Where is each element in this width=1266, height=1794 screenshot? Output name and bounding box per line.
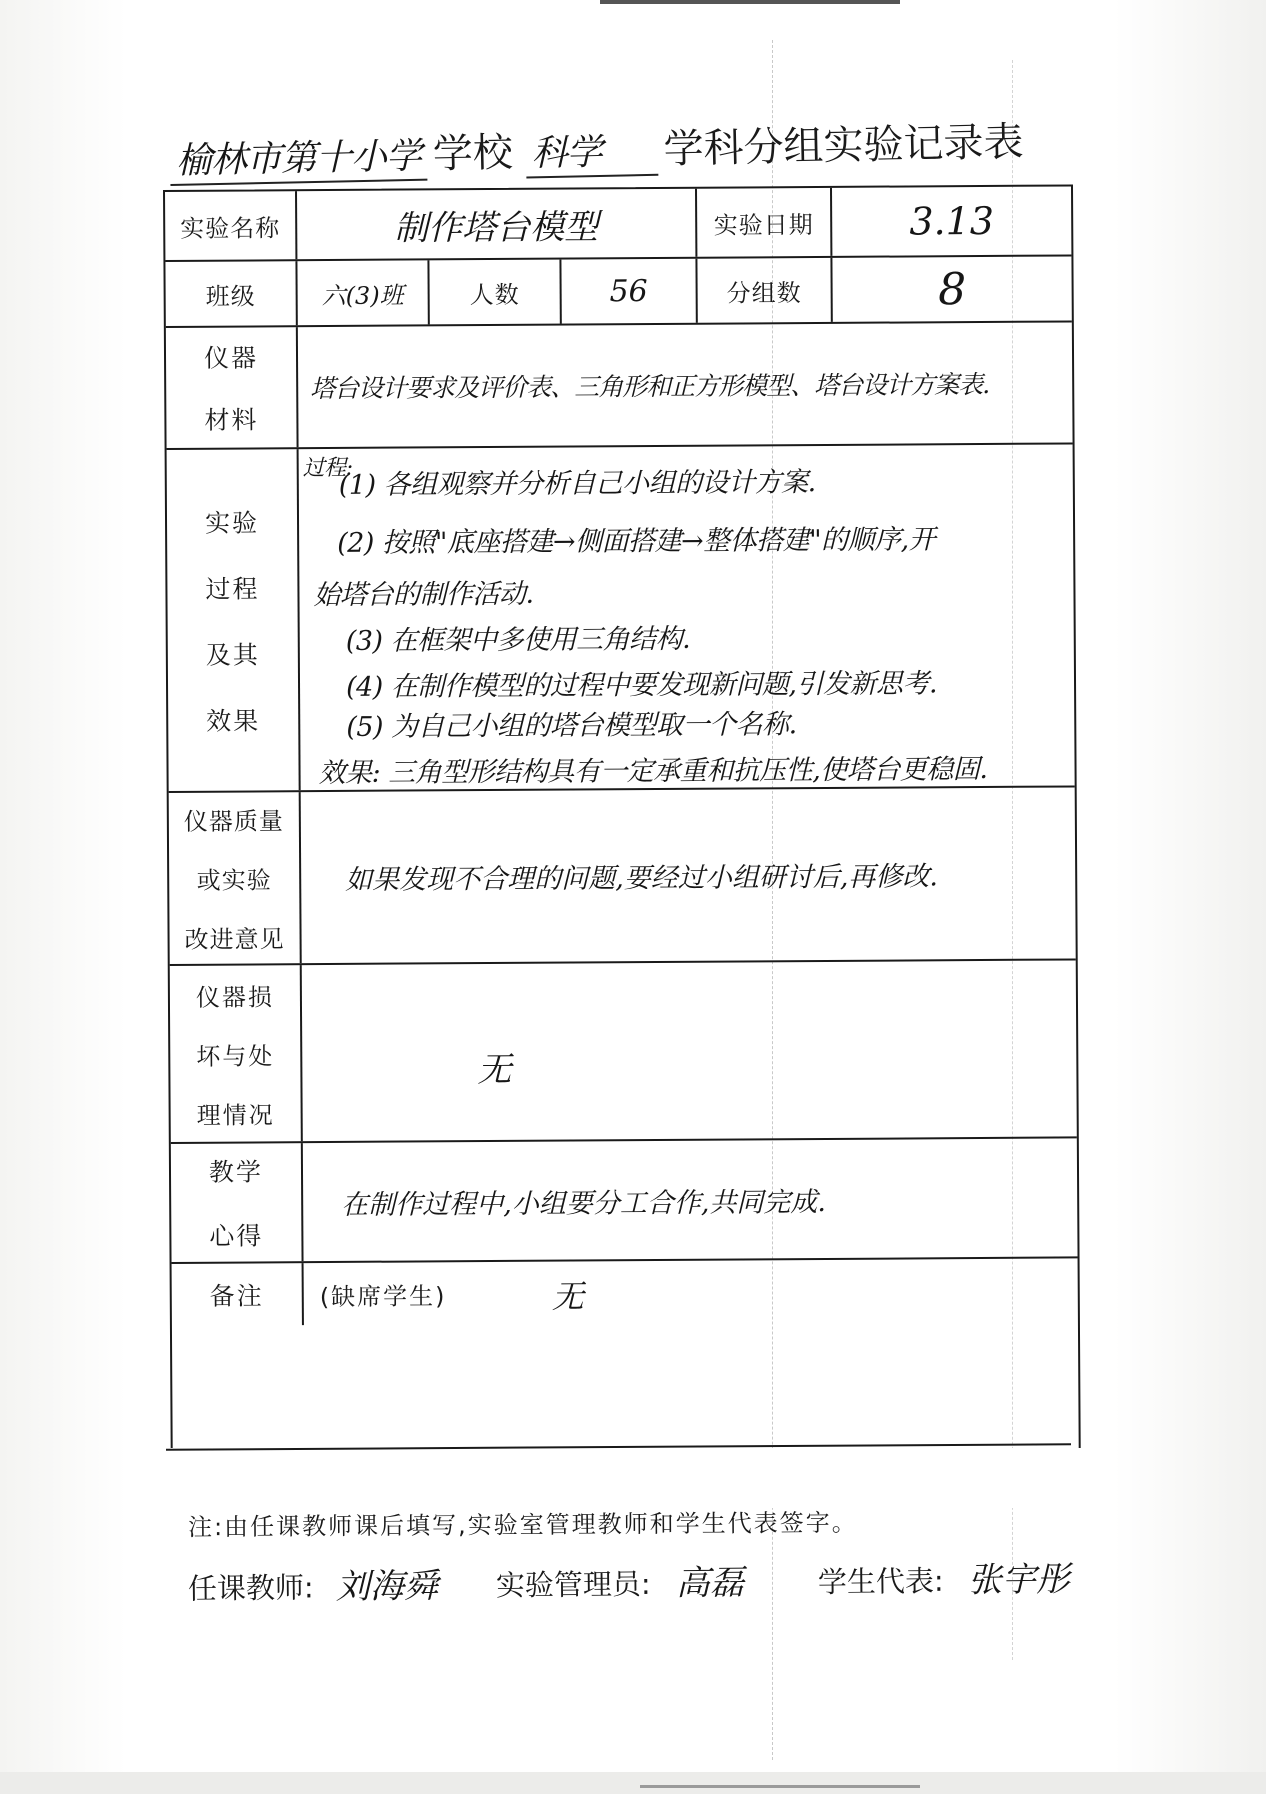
process-step: (5) 为自己小组的塔台模型取一个名称. — [346, 709, 797, 743]
title-suffix: 学科分组实验记录表 — [663, 119, 1024, 173]
damage-label-line: 理情况 — [196, 1100, 275, 1130]
row-process — [167, 444, 1075, 793]
row-materials — [166, 322, 1073, 450]
reflection-value: 在制作过程中,小组要分工合作,共同完成. — [341, 1186, 827, 1221]
school-suffix: 学校 — [432, 129, 514, 178]
teacher-signature: 刘海舜 — [335, 1566, 439, 1608]
scan-bottom-edge — [0, 1772, 1266, 1794]
student-count-value: 56 — [609, 273, 648, 309]
damage-label-line: 仪器损 — [195, 982, 275, 1012]
experiment-date-value: 3.13 — [909, 198, 995, 244]
student-rep-label: 学生代表: — [817, 1563, 944, 1600]
student-rep-signature: 张宇彤 — [967, 1559, 1071, 1601]
signature-line — [188, 1557, 1089, 1626]
school-name: 榆林市第十小学 — [175, 135, 422, 182]
process-label-line: 实验 — [204, 507, 260, 538]
process-label-line: 效果 — [206, 705, 261, 736]
record-table — [163, 184, 1081, 1490]
absent-students-label: (缺席学生) — [319, 1282, 447, 1312]
process-step: (2) 按照"底座搭建→侧面搭建→整体搭建"的顺序,开 — [337, 524, 936, 559]
materials-label-line: 仪器 — [203, 343, 259, 373]
process-step: (4) 在制作模型的过程中要发现新问题,引发新思考. — [345, 668, 938, 703]
class-label: 班级 — [205, 281, 256, 311]
row-experiment-name — [165, 186, 1071, 262]
class-value: 六(3)班 — [321, 281, 404, 310]
scan-edge-mark — [640, 1785, 920, 1788]
row-class — [165, 256, 1071, 328]
student-count-label: 人数 — [469, 280, 520, 309]
process-step: (3) 在框架中多使用三角结构. — [345, 623, 691, 657]
admin-signature: 高磊 — [675, 1562, 745, 1604]
experiment-date-label: 实验日期 — [713, 210, 814, 240]
process-effect: 效果: 三角型形结构具有一定承重和抗压性,使塔台更稳固. — [318, 753, 988, 790]
subject-name: 科学 — [531, 131, 603, 175]
row-damage — [170, 960, 1077, 1144]
process-step: 始塔台的制作活动. — [313, 578, 534, 612]
remarks-value: 无 — [551, 1277, 584, 1316]
quality-label-line: 仪器质量 — [183, 807, 284, 836]
row-quality — [169, 787, 1076, 966]
quality-value: 如果发现不合理的问题,要经过小组研讨后,再修改. — [345, 861, 939, 896]
admin-label: 实验管理员: — [495, 1566, 651, 1603]
form-note: 注:由任课教师课后填写,实验室管理教师和学生代表签字。 — [187, 1508, 858, 1542]
process-label-line: 及其 — [205, 639, 260, 670]
quality-label-line: 或实验 — [196, 866, 272, 895]
process-step: (1) 各组观察并分析自己小组的设计方案. — [338, 467, 816, 501]
damage-label-line: 坏与处 — [196, 1041, 275, 1071]
experiment-name-label: 实验名称 — [180, 213, 281, 243]
experiment-name-value: 制作塔台模型 — [394, 206, 599, 249]
process-prefix: 过程: — [302, 455, 353, 482]
teacher-label: 任课教师: — [187, 1570, 314, 1606]
damage-value: 无 — [477, 1049, 512, 1091]
group-count-label: 分组数 — [726, 278, 802, 308]
scan-edge-mark — [600, 0, 900, 4]
row-reflection — [171, 1138, 1078, 1264]
materials-label-line: 材料 — [204, 405, 259, 435]
group-count-value: 8 — [937, 263, 967, 315]
remarks-label: 备注 — [209, 1281, 264, 1311]
table-bottom-mask — [150, 1448, 1090, 1508]
reflection-label-line: 教学 — [208, 1157, 264, 1187]
quality-label-line: 改进意见 — [184, 925, 285, 954]
process-label-line: 过程 — [205, 573, 260, 604]
materials-value: 塔台设计要求及评价表、三角形和正方形模型、塔台设计方案表. — [310, 369, 990, 404]
reflection-label-line: 心得 — [209, 1221, 264, 1251]
